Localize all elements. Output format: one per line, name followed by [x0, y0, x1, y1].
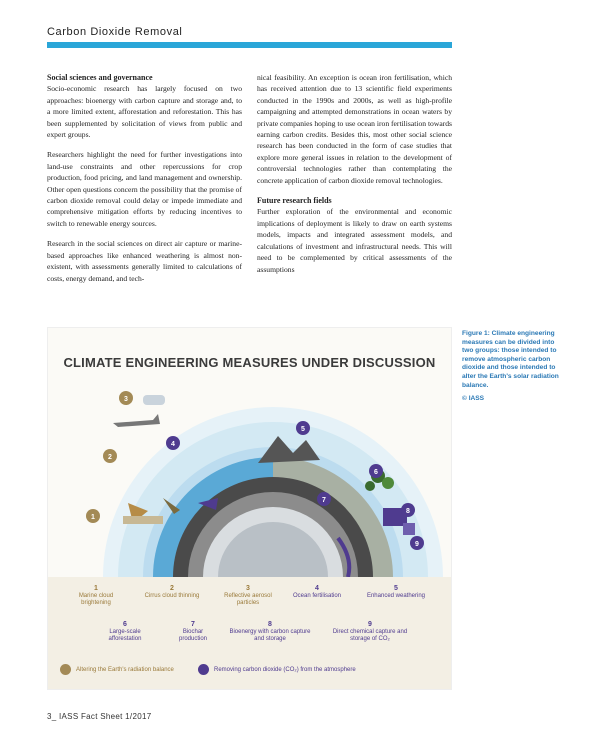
- left-column: [47, 72, 242, 293]
- paragraph: Socio-economic research has largely focused on two approaches: bioenergy with carbon capture and storage and, to a more limited extent, afforestation and reforestation. This has been supplemented by solicitation of views from public and expert groups.: [47, 84, 242, 140]
- purple-dot-icon: [198, 664, 209, 675]
- paragraph: nical feasibility. An exception is ocean iron fertilisation, which has received attention due to 13 scientific field experiments conducted in the 1990s and 2000s, as well as high-profile campaigning and attempted demonstrations in ocean waters by private companies hoping to use ocean iron fertilisation towards earning carbon credits. Besides this, most other social science research has been conducted in the form of case studies that explore more general issues in relation to the development of controversial technologies rather than contemplating the concrete application of carbon dioxide removal technologies.: [257, 73, 452, 185]
- marker-3: [119, 391, 133, 405]
- legend-item-2: 2 Cirrus cloud thinning: [144, 585, 200, 599]
- running-header: Carbon Dioxide Removal: [47, 26, 183, 38]
- marker-1: [86, 509, 100, 523]
- key-co2-removal: Removing carbon dioxide (CO₂) from the atmosphere: [198, 664, 356, 675]
- figure-title: CLIMATE ENGINEERING MEASURES UNDER DISCUSSION: [63, 355, 436, 370]
- svg-text:4: 4: [171, 441, 175, 448]
- svg-text:5: 5: [301, 426, 305, 433]
- legend-item-4: 4 Ocean fertilisation: [292, 585, 342, 599]
- paragraph: Researchers highlight the need for further investigations into land-use constraints and other repercussions for crop production, food pricing, and land management and ownership. Other open questions concern the possibility that the promise of carbon dioxide removal could delay or impede immediate and comprehensive mitigation efforts by reducing incentives to switch to renewable energy sources.: [47, 150, 242, 228]
- marker-6: [369, 464, 383, 478]
- svg-text:1: 1: [91, 514, 95, 521]
- brown-dot-icon: [60, 664, 71, 675]
- key-radiation-balance: Altering the Earth's radiation balance: [60, 664, 174, 675]
- marker-2: [103, 449, 117, 463]
- section-heading-future-research: Future research fields: [257, 196, 332, 206]
- caption-text: Figure 1: Climate engineering measures can be divided into two groups: those intended to remove atmospheric carbon dioxide and those intended to alter the Earth's solar radiation balance.: [462, 330, 559, 389]
- marker-4: [166, 436, 180, 450]
- legend-item-9: 9 Direct chemical capture and storage of CO₂: [332, 621, 408, 642]
- section-heading-social-sciences: Social sciences and governance: [47, 73, 153, 82]
- svg-text:8: 8: [406, 508, 410, 515]
- earth-illustration: [48, 328, 451, 577]
- svg-text:2: 2: [108, 454, 112, 461]
- svg-text:9: 9: [415, 541, 419, 548]
- marker-5: [296, 421, 310, 435]
- page-footer: 3_ IASS Fact Sheet 1/2017: [47, 712, 152, 721]
- marker-9: [410, 536, 424, 550]
- legend-item-6: 6 Large-scale afforestation: [108, 621, 142, 642]
- svg-text:6: 6: [374, 469, 378, 476]
- legend-item-7: 7 Biochar production: [178, 621, 208, 642]
- legend-item-8: 8 Bioenergy with carbon capture and storage: [229, 621, 311, 642]
- legend-item-3: 3 Reflective aerosol particles: [224, 585, 272, 606]
- figure-caption: [462, 330, 562, 404]
- right-column: [257, 72, 452, 284]
- marker-8: [401, 503, 415, 517]
- svg-text:7: 7: [322, 497, 326, 504]
- svg-text:3: 3: [124, 396, 128, 403]
- airplane-icon: [113, 414, 160, 427]
- header-accent-bar: [47, 42, 452, 48]
- caption-credit: © IASS: [462, 395, 485, 403]
- paragraph: Research in the social sciences on direct air capture or marine-based approaches like enhanced weathering is almost non-existent, with assessments generally limited to calculations of costs, energy demand, and tech-: [47, 239, 242, 283]
- marker-7: [317, 492, 331, 506]
- legend-item-1: 1 Marine cloud brightening: [78, 585, 114, 606]
- legend-item-5: 5 Enhanced weathering: [366, 585, 426, 599]
- paragraph: Further exploration of the environmental and economic implications of deployment is likely to draw on earth systems models, impacts and integrated assessment models, and calculations of investment and infrastructural needs. This will need to be complemented by critical assessments of the assumptions: [257, 207, 452, 274]
- figure-climate-engineering: [47, 327, 452, 690]
